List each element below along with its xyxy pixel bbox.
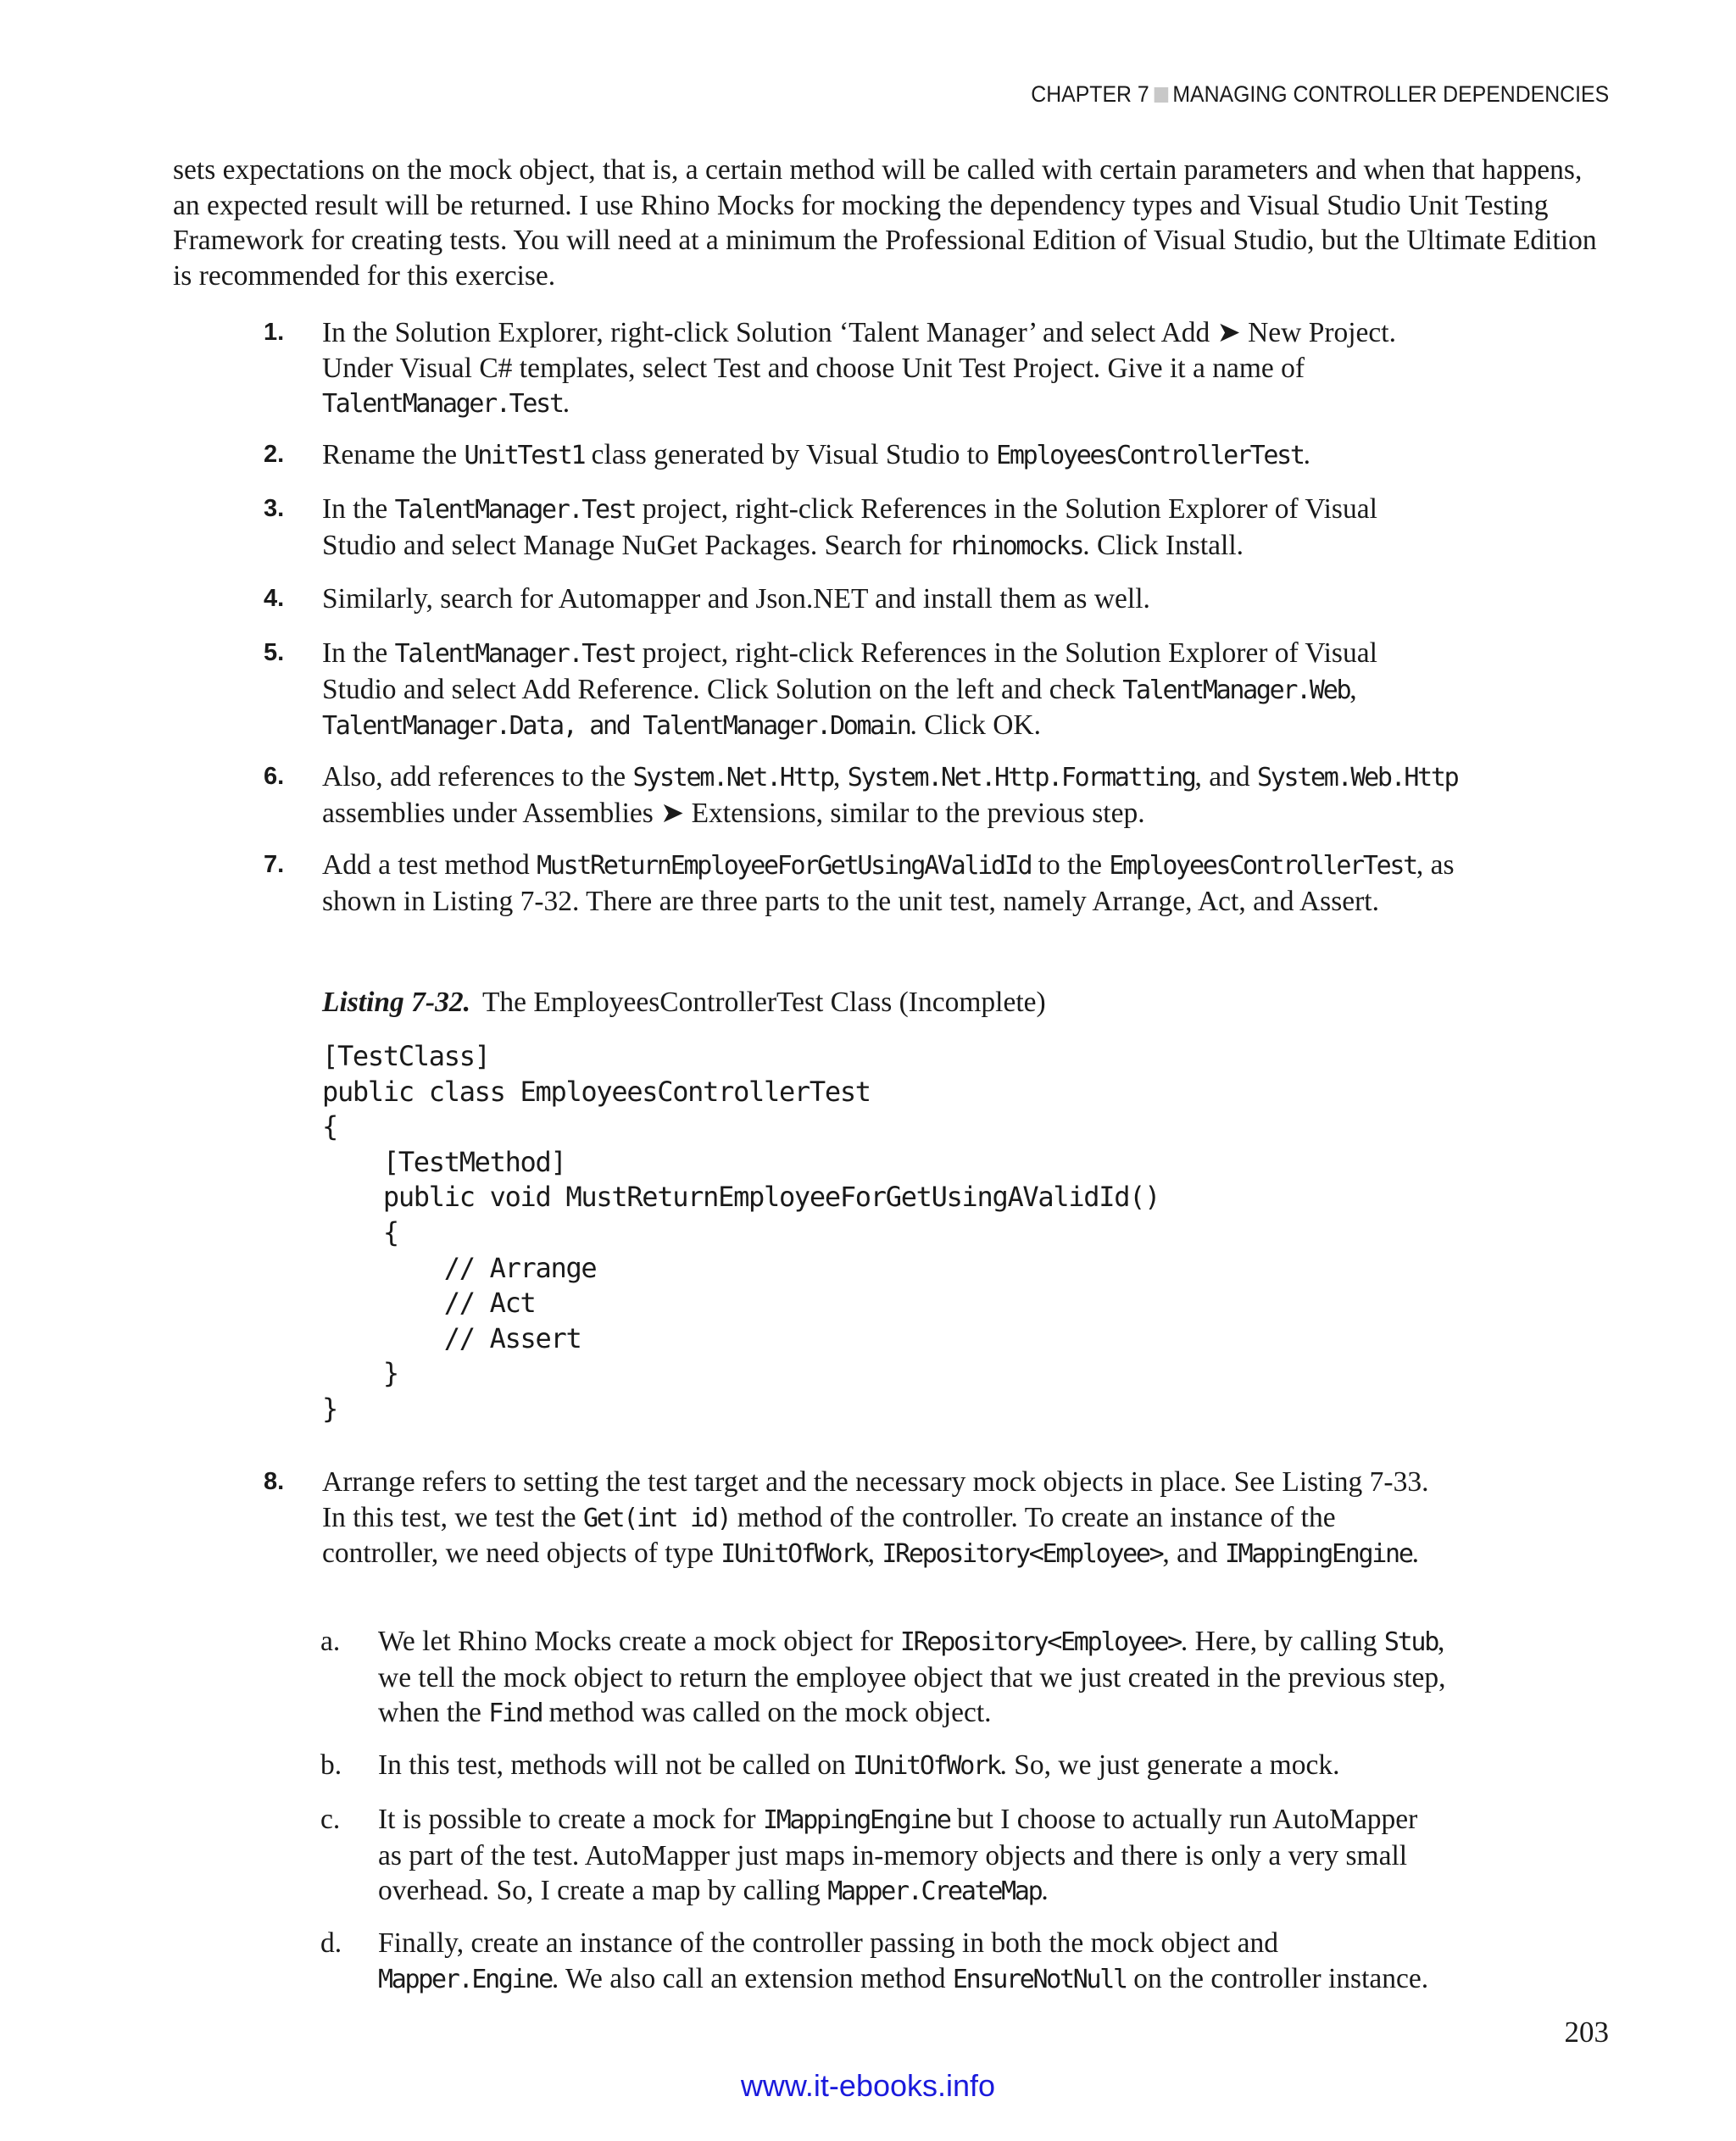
code-inline: TalentManager.Test: [322, 389, 563, 419]
step-number: 7.: [264, 851, 285, 878]
running-header: [1031, 81, 1609, 108]
step-item: [264, 437, 1458, 474]
code-inline: MustReturnEmployeeForGetUsingAValidId: [537, 851, 1032, 881]
step-item: [264, 581, 1458, 617]
substep-text: We let Rhino Mocks create a mock object for: [378, 1626, 900, 1657]
code-inline: TalentManager.Web: [1122, 675, 1350, 705]
code-listing: [322, 1039, 1160, 1427]
chapter-label: CHAPTER 7: [1031, 81, 1149, 107]
step-text: .: [562, 387, 570, 419]
step-text: , as shown in Listing 7-32. There are three parts to the unit test, namely Arrange, Act, and Assert.: [322, 849, 1455, 917]
code-inline: IUnitOfWork: [721, 1539, 868, 1569]
code-inline: IRepository<Employee>: [899, 1627, 1181, 1657]
code-inline: System.Net.Http: [632, 763, 833, 792]
step-text: ,: [867, 1538, 882, 1569]
code-inline: EnsureNotNull: [952, 1964, 1127, 1994]
step-text: Rename the: [322, 439, 465, 470]
substep-letter: b.: [320, 1749, 342, 1781]
step-text: Similarly, search for Automapper and Json.NET and install them as well.: [322, 583, 1150, 614]
listing-label: Listing 7-32.: [322, 987, 470, 1018]
step-text: . Click Install.: [1082, 529, 1244, 561]
substep-text: method was called on the mock object.: [542, 1697, 992, 1728]
code-inline: IMappingEngine: [762, 1805, 950, 1835]
substep-text: It is possible to create a mock for: [378, 1804, 763, 1835]
step-text: to the: [1031, 849, 1110, 881]
substep-text: . So, we just generate a mock.: [999, 1749, 1340, 1781]
step-number: 6.: [264, 763, 285, 790]
code-line: }: [322, 1392, 337, 1425]
code-inline: System.Net.Http.Formatting: [847, 763, 1195, 792]
substep-text: . Here, by calling: [1180, 1626, 1384, 1657]
code-inline: Stub: [1383, 1627, 1438, 1657]
step-number: 4.: [264, 585, 285, 612]
code-inline: EmployeesControllerTest: [1109, 851, 1416, 881]
code-inline: IRepository<Employee>: [882, 1539, 1163, 1569]
code-line: public class EmployeesControllerTest: [322, 1075, 871, 1108]
substep-item: [320, 1624, 1446, 1732]
substep-text: In this test, methods will not be called on: [378, 1749, 854, 1781]
code-inline: TalentManager.Test: [394, 495, 636, 525]
step-text: ,: [1349, 673, 1357, 705]
step-number: 1.: [264, 319, 285, 346]
step-number: 5.: [264, 639, 285, 666]
code-inline: IMappingEngine: [1224, 1539, 1412, 1569]
step-item: [264, 848, 1458, 919]
substep-text: on the controller instance.: [1126, 1962, 1429, 1994]
step-text: In the: [322, 493, 395, 525]
code-inline: System.Web.Http: [1257, 763, 1458, 792]
step-text: ,: [832, 761, 848, 792]
substep-text: .: [1041, 1875, 1049, 1906]
code-line: {: [322, 1110, 337, 1143]
code-line: [TestClass]: [322, 1040, 490, 1072]
substep-item: [320, 1748, 1446, 1784]
chapter-title: MANAGING CONTROLLER DEPENDENCIES: [1172, 81, 1609, 107]
code-inline: rhinomocks: [949, 531, 1083, 561]
step-number: 2.: [264, 441, 285, 468]
code-line: // Assert: [322, 1321, 581, 1354]
step-text: project, right-click References in the Solution Explorer of Visual Studio and select Manage NuGet Packages. Search for: [322, 493, 1377, 561]
code-line: // Act: [322, 1287, 536, 1320]
code-inline: Get(int id): [582, 1503, 731, 1533]
page-number: 203: [1564, 2016, 1609, 2049]
step-number: 3.: [264, 495, 285, 522]
step-number: 8.: [264, 1468, 285, 1495]
step-text: .: [1411, 1538, 1419, 1569]
code-inline: IUnitOfWork: [853, 1751, 1000, 1781]
substep-item: [320, 1802, 1446, 1910]
step-text: assemblies under Assemblies ➤ Extensions, similar to the previous step.: [322, 797, 1145, 829]
code-line: public void MustReturnEmployeeForGetUsingAValidId(): [322, 1181, 1160, 1214]
step-item: [264, 492, 1458, 564]
step-item: [264, 315, 1458, 422]
step-text: , and: [1194, 761, 1257, 792]
substep-letter: c.: [320, 1804, 341, 1835]
step-text: method of the controller. To create an instance of the controller, we need objects of type: [322, 1501, 1336, 1569]
listing-title: The EmployeesControllerTest Class (Incomplete): [481, 987, 1046, 1018]
step-text: class generated by Visual Studio to: [584, 439, 997, 470]
substep-text: . We also call an extension method: [551, 1962, 953, 1994]
code-inline: TalentManager.Test: [394, 639, 636, 669]
step-text: Also, add references to the: [322, 761, 633, 792]
step-item: [264, 636, 1458, 744]
intro-paragraph: sets expectations on the mock object, that is, a certain method will be called with certain parameters and when that happens, an expected result will be returned. I use Rhino Mocks for mocking the dependency types and Visual Studio Unit Testing Framework for creating tests. You will need at a minimum the Professional Edition of Visual Studio, but the Ultimate Edition is recommended for this exercise.: [173, 154, 1597, 292]
code-line: }: [322, 1357, 398, 1390]
header-separator-square: [1154, 87, 1168, 103]
code-inline: Find: [488, 1699, 542, 1728]
code-inline: TalentManager.Data, and TalentManager.Domain: [322, 711, 910, 741]
step-text: . Click OK.: [910, 709, 1041, 741]
step-text: project, right-click References in the Solution Explorer of Visual Studio and select Add Reference. Click Solution on the left and check: [322, 637, 1377, 705]
substep-text: , we tell the mock object to return the employee object that we just created in the previous step, when the: [378, 1626, 1446, 1728]
code-line: {: [322, 1215, 398, 1248]
step-item: [264, 1465, 1458, 1572]
code-inline: EmployeesControllerTest: [996, 441, 1304, 470]
code-inline: UnitTest1: [464, 441, 585, 470]
step-text: .: [1303, 439, 1311, 470]
step-item: [264, 759, 1458, 831]
step-text: In the: [322, 637, 395, 669]
code-line: [TestMethod]: [322, 1145, 566, 1178]
step-text: Add a test method: [322, 849, 537, 881]
footer-link[interactable]: www.it-ebooks.info: [740, 2068, 996, 2103]
step-text: In the Solution Explorer, right-click Solution ‘Talent Manager’ and select Add ➤ New Project. Under Visual C# templates, select Test and choose Unit Test Project. Give it a name of: [322, 317, 1396, 384]
substep-letter: d.: [320, 1927, 342, 1959]
code-inline: Mapper.Engine: [378, 1964, 552, 1994]
substep-text: Finally, create an instance of the controller passing in both the mock object and: [378, 1927, 1279, 1959]
substep-letter: a.: [320, 1626, 341, 1657]
listing-caption: [322, 985, 1046, 1020]
step-text: , and: [1162, 1538, 1225, 1569]
step-text: Arrange refers to setting the test target and the necessary mock objects in place. See Listing 7-33. In this test, we test the: [322, 1466, 1429, 1533]
code-inline: Mapper.CreateMap: [827, 1877, 1042, 1906]
substep-item: [320, 1926, 1446, 1997]
substep-text: but I choose to actually run AutoMapper as part of the test. AutoMapper just maps in-memory objects and there is only a very small overhead. So, I create a map by calling: [378, 1804, 1418, 1906]
code-line: // Arrange: [322, 1251, 597, 1284]
